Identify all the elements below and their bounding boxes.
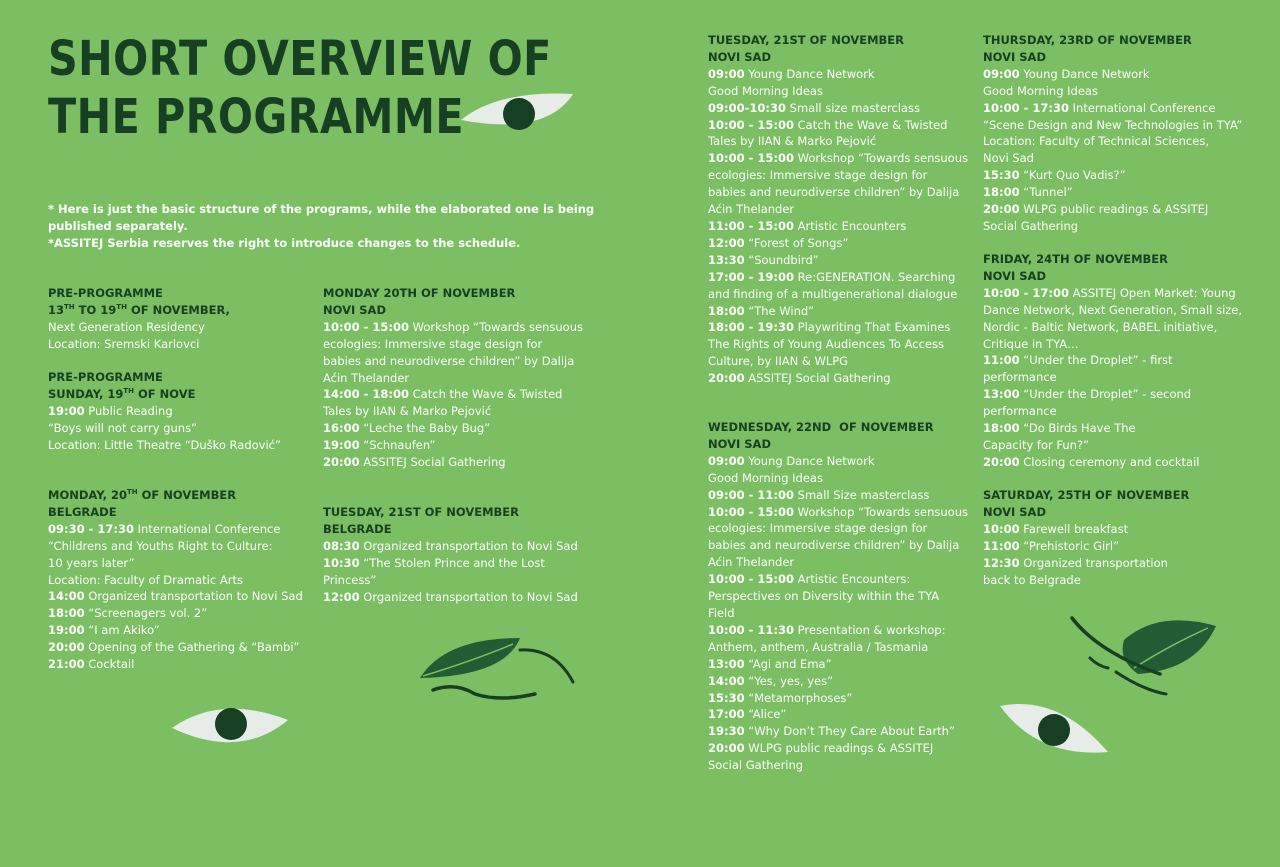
schedule-line: 10:00 - 11:30 Presentation & workshop:: [708, 622, 946, 637]
section-subheading: NOVI SAD: [708, 49, 772, 64]
section-heading: TUESDAY, 21ST OF NOVEMBER: [323, 505, 519, 519]
schedule-line: 10:00 Farewell breakfast: [983, 521, 1129, 536]
title-line-2: THE PROGRAMME: [48, 89, 464, 145]
pre-programme-residency: [48, 285, 230, 353]
schedule-line: babies and neurodiverse children” by Dalija: [708, 538, 960, 553]
section-subheading: SUNDAY, 19TH OF NOVE: [48, 386, 196, 401]
schedule-line: Good Morning Ideas: [983, 83, 1098, 98]
schedule-line: Next Generation Residency: [48, 319, 205, 334]
section-heading: WEDNESDAY, 22ND OF NOVEMBER: [708, 420, 934, 434]
schedule-line: Tales by IIAN & Marko Pejović: [708, 134, 877, 149]
schedule-line: 18:00 “The Wind”: [708, 303, 815, 318]
section-heading: THURSDAY, 23RD OF NOVEMBER: [983, 33, 1192, 47]
note-line: published separately.: [48, 219, 188, 233]
section-heading: MONDAY, 20TH OF NOVEMBER: [48, 488, 237, 502]
schedule-line: Social Gathering: [708, 758, 804, 773]
schedule-line: 19:00 “Schnaufen”: [323, 438, 436, 453]
schedule-line: The Rights of Young Audiences To Access: [708, 337, 944, 352]
schedule-line: 18:00 “Tunnel”: [983, 185, 1073, 200]
schedule-line: Field: [708, 605, 735, 620]
schedule-line: and finding of a multigenerational dialogue: [708, 286, 958, 301]
schedule-line: babies and neurodiverse children” by Dalija: [708, 185, 960, 200]
schedule-line: 18:00 “Screenagers vol. 2”: [48, 606, 208, 621]
pre-programme-reading: [48, 369, 281, 454]
schedule-line: Aćin Thelander: [708, 202, 795, 217]
section-heading: MONDAY 20TH OF NOVEMBER: [323, 286, 516, 300]
schedule-line: Social Gathering: [983, 218, 1079, 233]
schedule-line: Location: Sremski Karlovci: [48, 336, 200, 351]
monday-novi-sad: [323, 285, 583, 471]
thursday-novi-sad: [983, 32, 1242, 235]
schedule-line: Good Morning Ideas: [708, 83, 823, 98]
schedule-line: 08:30 Organized transportation to Novi Sad: [323, 538, 578, 553]
schedule-line: 17:00 “Alice”: [708, 707, 787, 722]
monday-belgrade: [48, 487, 303, 673]
section-subheading: BELGRADE: [323, 521, 392, 536]
saturday-novi-sad: [983, 487, 1189, 588]
leaf-icon: [1068, 612, 1220, 698]
schedule-line: ecologies: Immersive stage design for: [708, 521, 928, 536]
friday-novi-sad: [983, 251, 1242, 471]
schedule-line: 09:00 Young Dance Network: [983, 66, 1150, 81]
schedule-line: 14:00 Organized transportation to Novi Sad: [48, 589, 303, 604]
section-heading: PRE-PROGRAMME: [48, 286, 163, 300]
schedule-line: 09:00 Young Dance Network: [708, 66, 875, 81]
section-subheading: NOVI SAD: [983, 268, 1047, 283]
schedule-line: Aćin Thelander: [708, 555, 795, 570]
schedule-line: 12:30 Organized transportation: [983, 555, 1168, 570]
schedule-line: 11:00 “Prehistoric Girl”: [983, 538, 1120, 553]
schedule-line: 09:30 - 17:30 International Conference: [48, 521, 281, 536]
schedule-line: ecologies: Immersive stage design for: [708, 168, 928, 183]
schedule-line: Dance Network, Next Generation, Small size,: [983, 302, 1243, 317]
section-heading: PRE-PROGRAMME: [48, 370, 163, 384]
schedule-line: Anthem, anthem, Australia / Tasmania: [708, 639, 929, 654]
schedule-line: 13:00 “Under the Droplet” - second: [983, 387, 1192, 402]
schedule-line: Critique in TYA…: [983, 336, 1079, 351]
schedule-line: 19:30 “Why Don’t They Care About Earth”: [708, 724, 955, 739]
schedule-line: 10:30 “The Stolen Prince and the Lost: [323, 555, 545, 570]
schedule-line: 15:30 “Kurt Quo Vadis?”: [983, 168, 1126, 183]
tuesday-novi-sad: [708, 32, 968, 387]
schedule-line: back to Belgrade: [983, 572, 1081, 587]
programme-note: [48, 201, 595, 252]
schedule-line: Culture, by IIAN & WLPG: [708, 354, 849, 369]
schedule-line: 10:00 - 15:00 Workshop “Towards sensuous: [708, 151, 968, 166]
section-subheading: 13TH TO 19TH OF NOVEMBER,: [48, 302, 230, 317]
schedule-line: 20:00 WLPG public readings & ASSITEJ: [983, 202, 1209, 217]
schedule-line: 14:00 - 18:00 Catch the Wave & Twisted: [323, 387, 563, 402]
schedule-line: 11:00 “Under the Droplet” - first: [983, 353, 1173, 368]
schedule-line: performance: [983, 370, 1057, 385]
schedule-line: 20:00 Opening of the Gathering & “Bambi”: [48, 640, 300, 655]
schedule-line: 10:00 - 15:00 Catch the Wave & Twisted: [708, 117, 948, 132]
schedule-line: Tales by IIAN & Marko Pejović: [323, 404, 492, 419]
section-heading: TUESDAY, 21ST OF NOVEMBER: [708, 33, 904, 47]
schedule-line: 19:00 “I am Akiko”: [48, 623, 160, 638]
eye-icon: [170, 698, 290, 750]
schedule-line: 10:00 - 17:00 ASSITEJ Open Market: Young: [983, 285, 1236, 300]
schedule-line: Capacity for Fun?”: [983, 437, 1090, 452]
schedule-line: 13:00 “Agi and Ema”: [708, 656, 832, 671]
schedule-line: Aćin Thelander: [323, 370, 410, 385]
note-line: * Here is just the basic structure of the programs, while the elaborated one is being: [48, 202, 595, 216]
schedule-line: 11:00 - 15:00 Artistic Encounters: [708, 218, 907, 233]
schedule-line: 21:00 Cocktail: [48, 657, 135, 672]
schedule-line: 20:00 WLPG public readings & ASSITEJ: [708, 741, 934, 756]
tuesday-belgrade: [323, 504, 578, 605]
schedule-line: 19:00 Public Reading: [48, 403, 173, 418]
schedule-line: 17:00 - 19:00 Re:GENERATION. Searching: [708, 269, 956, 284]
schedule-line: 14:00 “Yes, yes, yes”: [708, 673, 834, 688]
schedule-line: “Scene Design and New Technologies in TYA”: [983, 117, 1243, 132]
schedule-line: 10 years later”: [48, 555, 135, 570]
schedule-line: 15:30 “Metamorphoses”: [708, 690, 853, 705]
section-heading: SATURDAY, 25TH OF NOVEMBER: [983, 488, 1190, 502]
section-subheading: NOVI SAD: [323, 302, 387, 317]
schedule-line: 09:00 Young Dance Network: [708, 453, 875, 468]
schedule-line: 10:00 - 15:00 Artistic Encounters:: [708, 572, 911, 587]
wednesday-novi-sad: [708, 419, 968, 774]
schedule-line: Good Morning Ideas: [708, 470, 823, 485]
schedule-line: 12:00 “Forest of Songs”: [708, 235, 849, 250]
schedule-line: Perspectives on Diversity within the TYA: [708, 589, 940, 604]
schedule-line: babies and neurodiverse children” by Dalija: [323, 353, 575, 368]
leaf-icon: [415, 630, 580, 708]
schedule-line: 12:00 Organized transportation to Novi Sad: [323, 589, 578, 604]
section-subheading: BELGRADE: [48, 504, 117, 519]
note-line: *ASSITEJ Serbia reserves the right to introduce changes to the schedule.: [48, 236, 521, 250]
section-subheading: NOVI SAD: [983, 49, 1047, 64]
section-heading: FRIDAY, 24TH OF NOVEMBER: [983, 252, 1169, 266]
schedule-line: 18:00 “Do Birds Have The: [983, 421, 1136, 436]
schedule-line: Location: Faculty of Dramatic Arts: [48, 572, 243, 587]
schedule-line: ecologies: Immersive stage design for: [323, 336, 543, 351]
schedule-line: 13:30 “Soundbird”: [708, 252, 819, 267]
schedule-line: performance: [983, 404, 1057, 419]
schedule-line: 10:00 - 17:30 International Conference: [983, 100, 1216, 115]
schedule-line: Novi Sad: [983, 151, 1034, 166]
schedule-line: Location: Little Theatre “Duško Radović”: [48, 437, 281, 452]
eye-icon: [998, 700, 1110, 758]
schedule-line: 20:00 Closing ceremony and cocktail: [983, 454, 1200, 469]
schedule-line: 18:00 - 19:30 Playwriting That Examines: [708, 320, 951, 335]
title-line-1: SHORT OVERVIEW OF: [48, 31, 552, 87]
section-subheading: NOVI SAD: [708, 436, 772, 451]
schedule-line: 09:00 - 11:00 Small Size masterclass: [708, 487, 930, 502]
schedule-line: 10:00 - 15:00 Workshop “Towards sensuous: [708, 504, 968, 519]
schedule-line: Location: Faculty of Technical Sciences,: [983, 134, 1209, 149]
schedule-line: “Boys will not carry guns”: [48, 420, 198, 435]
schedule-line: “Childrens and Youths Right to Culture:: [48, 538, 273, 553]
schedule-line: Nordic - Baltic Network, BABEL initiative,: [983, 319, 1218, 334]
schedule-line: 09:00-10:30 Small size masterclass: [708, 100, 921, 115]
eye-icon: [458, 86, 576, 140]
schedule-line: Princess”: [323, 572, 377, 587]
section-subheading: NOVI SAD: [983, 504, 1047, 519]
schedule-line: 20:00 ASSITEJ Social Gathering: [323, 455, 506, 470]
schedule-line: 16:00 “Leche the Baby Bug”: [323, 421, 491, 436]
schedule-line: 10:00 - 15:00 Workshop “Towards sensuous: [323, 319, 583, 334]
schedule-line: 20:00 ASSITEJ Social Gathering: [708, 371, 891, 386]
